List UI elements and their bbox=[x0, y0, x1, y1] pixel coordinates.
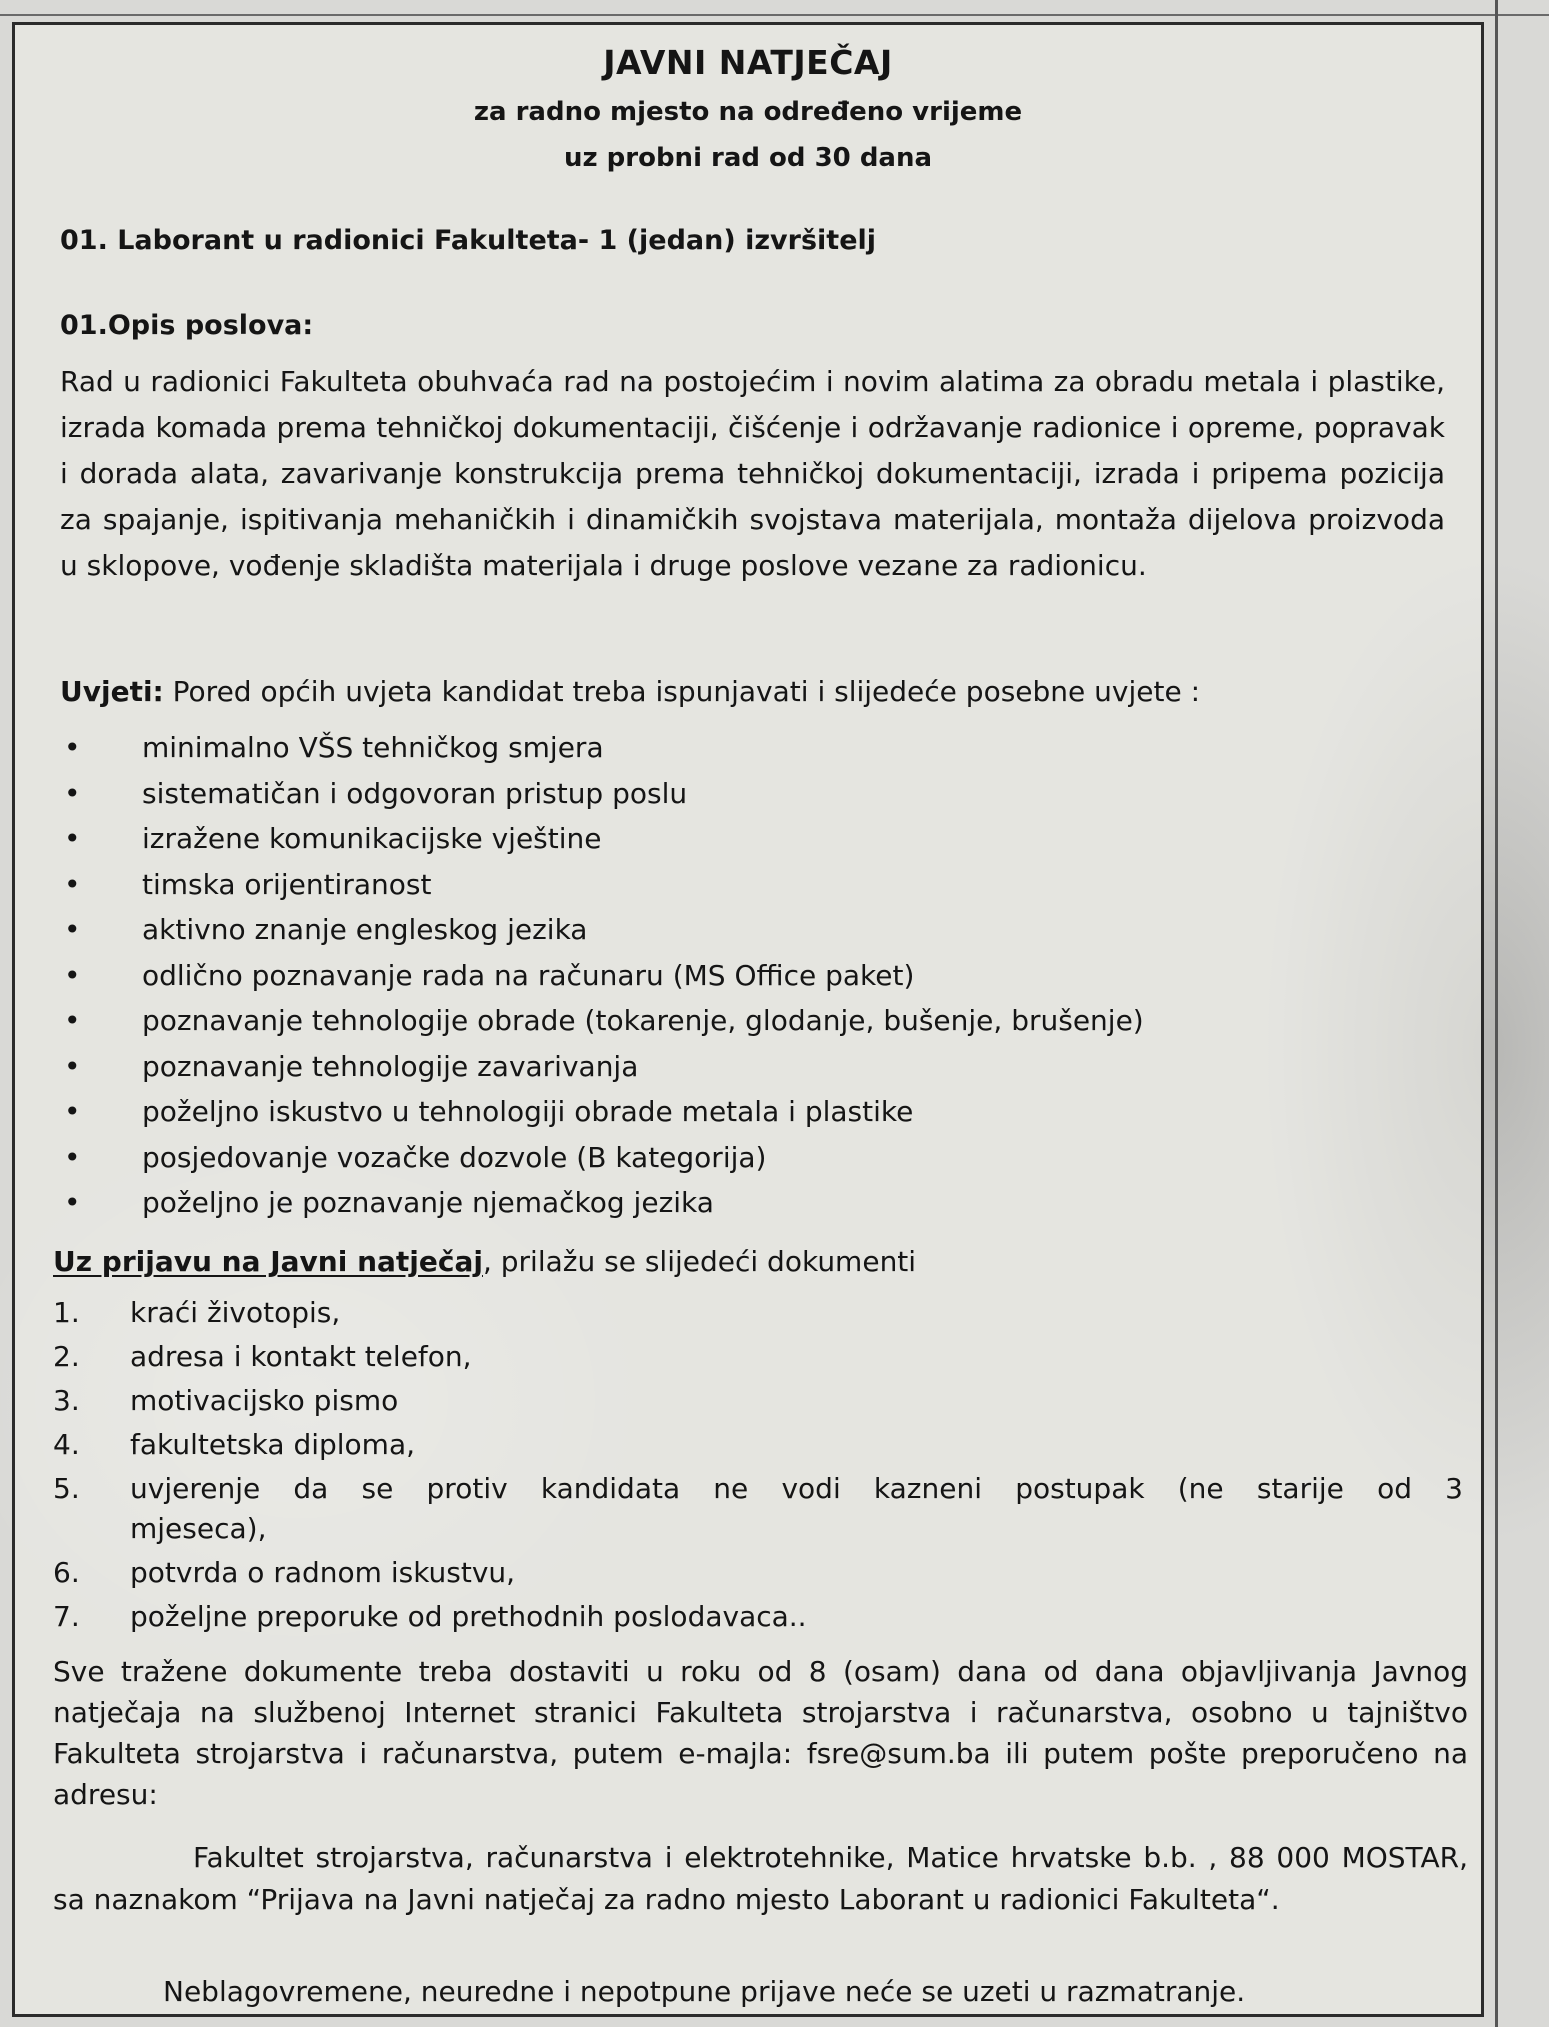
position-title: 01. Laborant u radionici Fakulteta- 1 (jedan) izvršitelj bbox=[60, 225, 877, 256]
bullet-icon: • bbox=[64, 958, 81, 992]
list-item bbox=[53, 1425, 1473, 1465]
list-item bbox=[60, 1044, 1144, 1090]
list-item bbox=[60, 725, 1144, 771]
item-number: 1. bbox=[53, 1296, 80, 1329]
requirement-text: poznavanje tehnologije obrade (tokarenje, glodanje, bušenje, brušenje) bbox=[142, 1004, 1144, 1037]
bullet-icon: • bbox=[64, 1004, 81, 1037]
bullet-icon: • bbox=[64, 822, 81, 855]
list-item bbox=[53, 1381, 1473, 1421]
documents-intro-underlined: Uz prijavu na Javni natječaj bbox=[53, 1245, 483, 1278]
requirement-text: izražene komunikacijske vještine bbox=[142, 822, 602, 855]
requirement-text: poželjno iskustvo u tehnologiji obrade metala i plastike bbox=[142, 1095, 914, 1128]
list-item bbox=[60, 816, 1144, 862]
bullet-icon: • bbox=[64, 913, 81, 946]
requirement-text: sistematičan i odgovoran pristup poslu bbox=[142, 776, 688, 810]
requirements-intro bbox=[60, 675, 1450, 708]
bullet-icon: • bbox=[64, 1049, 81, 1083]
job-description-text: Rad u radionici Fakulteta obuhvaća rad na postojećim i novim alatima za obradu metala i plastike, izrada komada prema tehničkoj dokumentaciji, čišćenje i održavanje radionice i opreme, popravak i dorada alata, zavarivanje konstrukcija prema tehničkoj dokumentaciji, izrada i pripema pozicija za spajanje, ispitivanja mehaničkih i dinamičkih svojstava materijala, montaža dijelova proizvoda u sklopove, vođenje skladišta materijala i druge poslove vezane za radionicu. bbox=[60, 365, 1445, 582]
documents-intro-text: , prilažu se slijedeći dokumenti bbox=[482, 1245, 917, 1278]
notice-subtitle-1: za radno mjesto na određeno vrijeme bbox=[473, 97, 1023, 127]
bullet-icon: • bbox=[64, 1140, 81, 1174]
item-number: 2. bbox=[53, 1340, 80, 1373]
document-text: kraći životopis, bbox=[130, 1296, 341, 1329]
notice-subtitle-2: uz probni rad od 30 dana bbox=[563, 143, 933, 173]
item-number: 7. bbox=[53, 1600, 80, 1633]
bullet-icon: • bbox=[64, 731, 81, 764]
requirements-intro-text: Pored općih uvjeta kandidat treba ispunjavati i slijedeće posebne uvjete : bbox=[163, 675, 1201, 708]
notice-title: JAVNI NATJEČAJ bbox=[603, 43, 893, 82]
requirement-text: poželjno je poznavanje njemačkog jezika bbox=[142, 1186, 714, 1219]
document-text: potvrda o radnom iskustvu, bbox=[130, 1556, 516, 1589]
postal-address: Fakultet strojarstva, računarstva i elektrotehnike, Matice hrvatske b.b. , 88 000 MOSTAR, sa naznakom “Prijava na Javni natječaj za radno mjesto Laborant u radionici Fakulteta“. bbox=[53, 1841, 1468, 1916]
list-item bbox=[53, 1597, 1473, 1637]
requirement-text: poznavanje tehnologije zavarivanja bbox=[142, 1049, 639, 1083]
list-item bbox=[60, 907, 1144, 953]
document-text: fakultetska diploma, bbox=[130, 1428, 416, 1461]
document-text: poželjne preporuke od prethodnih poslodavaca.. bbox=[130, 1600, 807, 1633]
list-item bbox=[53, 1469, 1473, 1549]
bullet-icon: • bbox=[64, 1095, 81, 1128]
requirement-text: aktivno znanje engleskog jezika bbox=[142, 913, 588, 946]
document-text: motivacijsko pismo bbox=[130, 1384, 399, 1417]
bullet-icon: • bbox=[64, 1186, 81, 1219]
list-item bbox=[60, 1180, 1144, 1226]
list-item bbox=[53, 1337, 1473, 1377]
list-item bbox=[60, 862, 1144, 908]
requirement-text: timska orijentiranost bbox=[142, 867, 432, 901]
submission-instructions: Sve tražene dokumente treba dostaviti u roku od 8 (osam) dana od dana objavljivanja Javnog natječaja na službenoj Internet stranici Fakulteta strojarstva i računarstva, osobno u tajništvo Fakulteta strojarstva i računarstva, putem e-majla: fsre@sum.ba ili putem pošte preporučeno na adresu: bbox=[53, 1655, 1468, 1811]
list-item bbox=[60, 998, 1144, 1044]
documents-list bbox=[53, 1293, 1473, 1641]
list-item bbox=[60, 1089, 1144, 1135]
list-item bbox=[60, 771, 1144, 817]
requirement-text: minimalno VŠS tehničkog smjera bbox=[142, 731, 604, 764]
requirements-label: Uvjeti: bbox=[60, 675, 164, 708]
list-item bbox=[60, 953, 1144, 999]
documents-intro bbox=[53, 1245, 916, 1278]
column-rule-top bbox=[0, 14, 1549, 16]
item-number: 4. bbox=[53, 1428, 80, 1461]
column-rule-right bbox=[1495, 0, 1498, 2027]
requirement-text: odlično poznavanje rada na računaru (MS Office paket) bbox=[142, 958, 915, 992]
list-item bbox=[60, 1135, 1144, 1181]
bullet-icon: • bbox=[64, 867, 81, 901]
final-note: Neblagovremene, neuredne i nepotpune prijave neće se uzeti u razmatranje. bbox=[163, 1975, 1246, 2008]
requirement-text: posjedovanje vozačke dozvole (B kategorija) bbox=[142, 1140, 767, 1174]
item-number: 3. bbox=[53, 1384, 80, 1417]
item-number: 5. bbox=[53, 1472, 80, 1505]
job-notice-box bbox=[12, 22, 1484, 2017]
list-item bbox=[53, 1293, 1473, 1333]
document-text: adresa i kontakt telefon, bbox=[130, 1340, 472, 1373]
bullet-icon: • bbox=[64, 776, 81, 810]
item-number: 6. bbox=[53, 1556, 80, 1589]
job-description-heading: 01.Opis poslova: bbox=[60, 310, 314, 341]
list-item bbox=[53, 1553, 1473, 1593]
requirements-list bbox=[60, 725, 1144, 1226]
document-text: uvjerenje da se protiv kandidata ne vodi kazneni postupak (ne starije od 3 bbox=[130, 1472, 1463, 1505]
document-text-continued: mjeseca), bbox=[130, 1512, 267, 1545]
